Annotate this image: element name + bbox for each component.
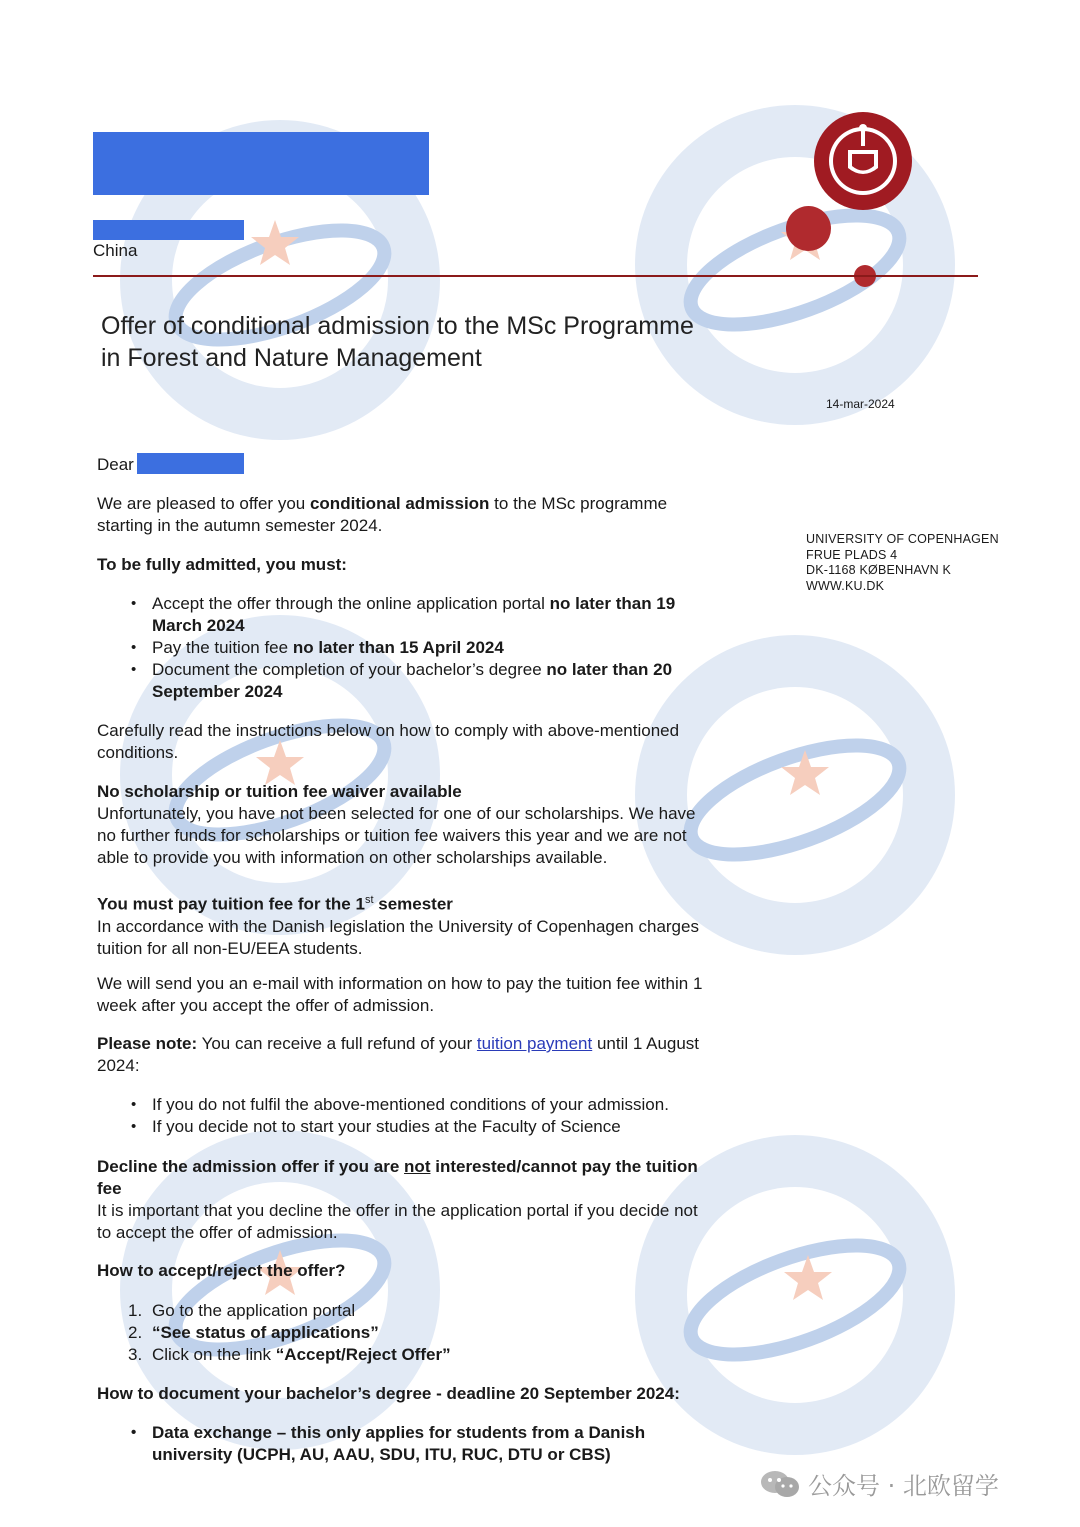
list-item: 2. “See status of applications” <box>128 1323 379 1342</box>
accept-steps-list <box>97 1300 737 1366</box>
accept-heading: How to accept/reject the offer? <box>97 1261 346 1280</box>
document-degree-list <box>97 1422 737 1466</box>
requirements-list <box>97 593 737 703</box>
intro-paragraph: We are pleased to offer you conditional admission to the MSc programme starting in the autumn semester 2024. <box>97 494 668 535</box>
decline-heading: Decline the admission offer if you are not interested/cannot pay the tuition <box>97 1157 698 1176</box>
instructions-paragraph: Carefully read the instructions below on how to comply with above-mentioned conditions. <box>97 721 680 762</box>
decorative-red-dot <box>786 206 831 251</box>
list-item: 1. Go to the application portal <box>128 1301 356 1320</box>
list-item: • Pay the tuition fee no later than 15 April 2024 <box>97 637 737 659</box>
decline-section: Decline the admission offer if you are not interested/cannot pay the tuition fee It is important that you decline the offer in the application portal if you decide not to accept the offer of admission. <box>97 1156 737 1244</box>
list-item: • Document the completion of your bachelor’s degree no later than 20 September 2024 <box>97 659 737 703</box>
refund-note: Please note: You can receive a full refund of your tuition payment until 1 August 2024: <box>97 1034 700 1075</box>
list-item: • If you decide not to start your studies at the Faculty of Science <box>97 1116 747 1138</box>
recipient-country: China <box>93 241 138 260</box>
address-line-2: FRUE PLADS 4 <box>806 547 898 562</box>
title-line-2: in Forest and Nature Management <box>101 344 482 372</box>
email-paragraph: We will send you an e-mail with information on how to pay the tuition fee within 1 week after you accept the offer of admission. <box>97 974 703 1015</box>
document-degree-heading: How to document your bachelor’s degree - deadline 20 September 2024: <box>97 1384 680 1403</box>
wechat-watermark <box>760 1466 999 1501</box>
address-line-3: DK-1168 KØBENHAVN K <box>806 563 952 577</box>
letter-date: 14-mar-2024 <box>826 397 895 411</box>
university-address <box>806 532 999 594</box>
title-line-1: Offer of conditional admission to the MSc Programme <box>101 312 694 340</box>
list-item: • If you do not fulfil the above-mentioned conditions of your admission. <box>97 1094 747 1116</box>
salutation: Dear <box>97 455 134 474</box>
wechat-icon <box>760 1469 800 1499</box>
tuition-heading: You must pay tuition fee for the 1st semester <box>97 894 453 914</box>
list-item: 3. Click on the link “Accept/Reject Offer” <box>128 1345 451 1364</box>
tuition-section: You must pay tuition fee for the 1st semester In accordance with the Danish legislation the University of Copenhagen charges tuition for all non-EU/EEA students. <box>97 889 737 960</box>
scholarship-section: No scholarship or tuition fee waiver available Unfortunately, you have not been selected for one of our scholarships. We have no further funds for scholarships or tuition fee waivers this year and we are not able to provide you with information on other scholarships available. <box>97 781 737 869</box>
list-item: • Accept the offer through the online application portal no later than 19 March 2024 <box>97 593 737 637</box>
redacted-address-block <box>93 220 244 240</box>
list-item: • Data exchange – this only applies for students from a Danish university (UCPH, AU, AAU, SDU, ITU, RUC, DTU or CBS) <box>97 1422 737 1466</box>
university-seal-logo <box>812 110 914 212</box>
redacted-name-block <box>93 132 429 195</box>
page-title <box>101 310 694 374</box>
wechat-account-label: 公众号 · 北欧留学 <box>808 1472 999 1500</box>
redacted-recipient-name <box>137 453 244 474</box>
header-rule <box>93 275 978 277</box>
tuition-payment-link[interactable]: tuition payment <box>476 1034 593 1053</box>
requirements-heading: To be fully admitted, you must: <box>97 555 347 574</box>
scholarship-heading: No scholarship or tuition fee waiver available <box>97 782 462 801</box>
address-line-4: WWW.KU.DK <box>806 578 885 593</box>
refund-conditions-list <box>97 1094 747 1138</box>
address-line-1: UNIVERSITY OF COPENHAGEN <box>806 532 999 546</box>
